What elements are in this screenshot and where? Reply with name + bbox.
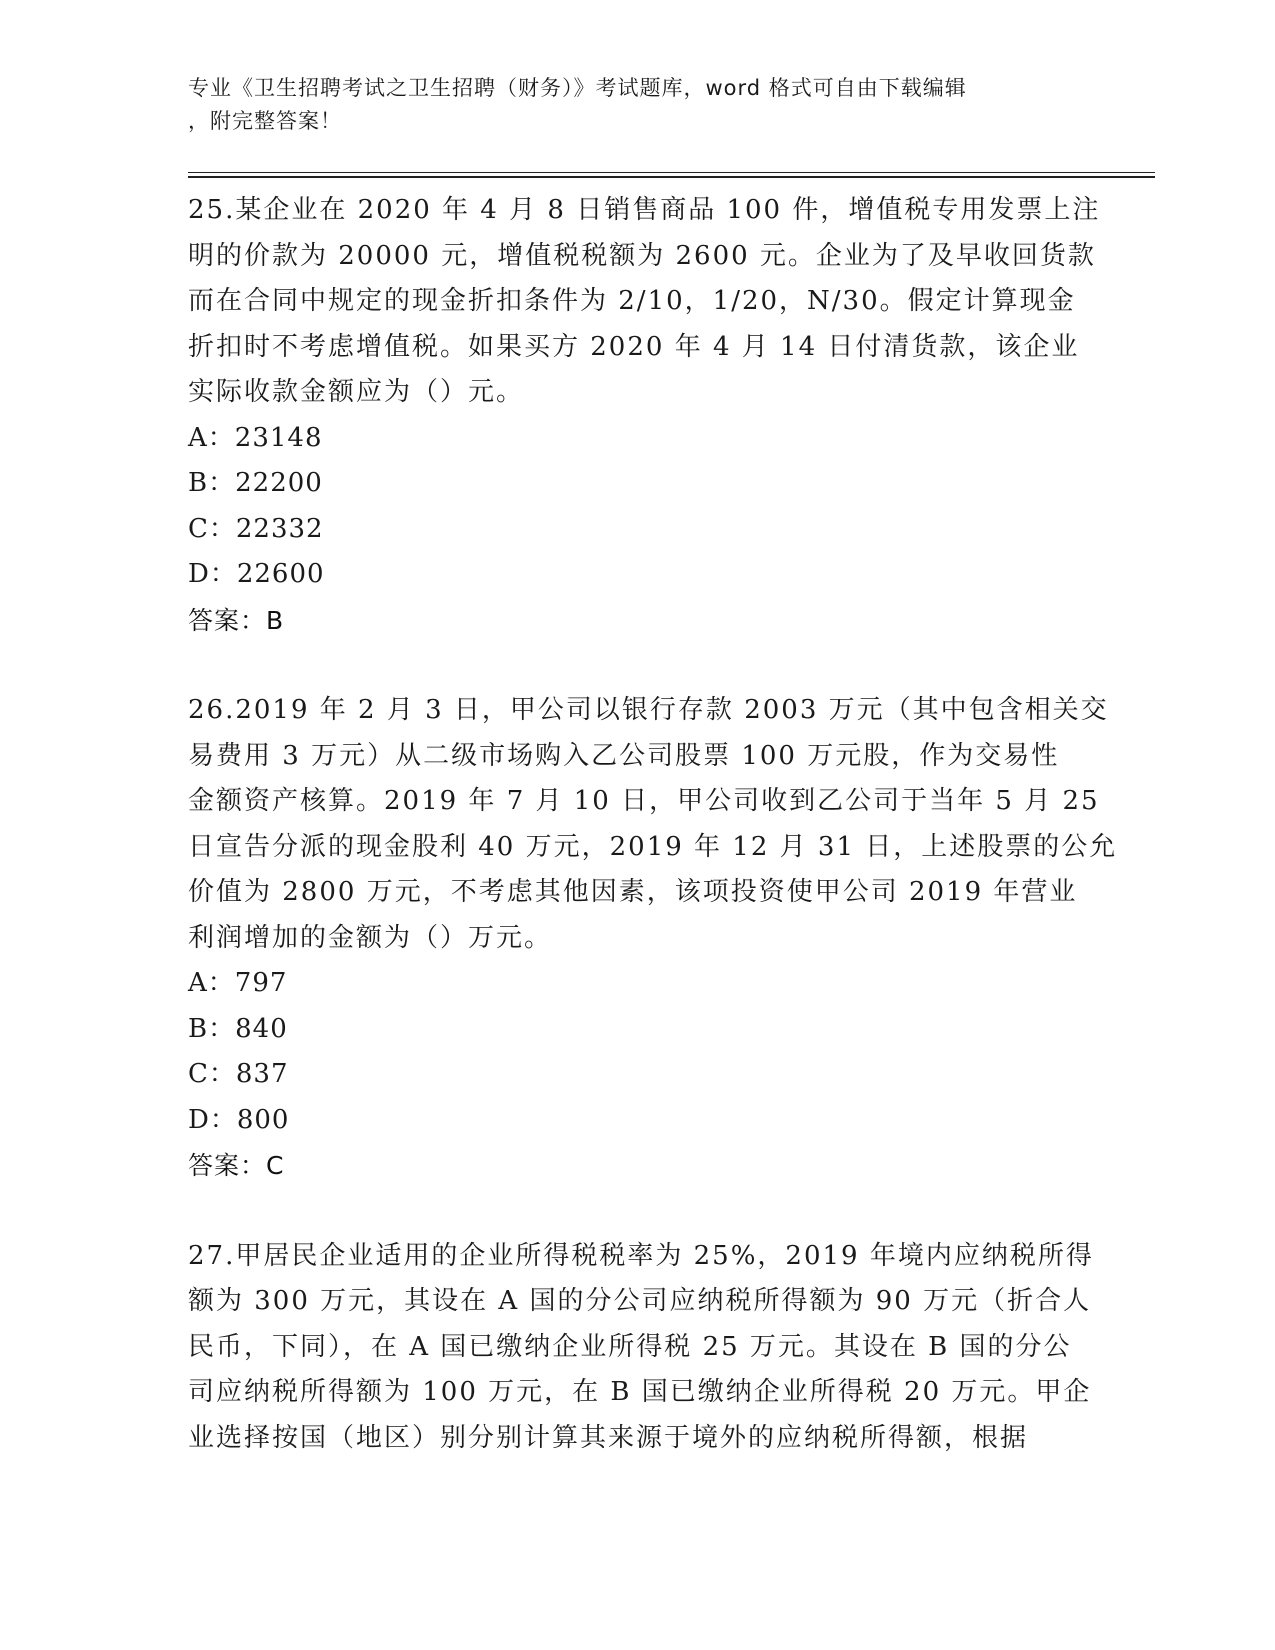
question-26: [188, 688, 1118, 1189]
question-stem-line: 日宣告分派的现金股利 40 万元，2019 年 12 月 31 日，上述股票的公允: [188, 831, 1118, 862]
option-b: B：840: [188, 1013, 288, 1044]
option-a: A：23148: [188, 422, 323, 453]
question-stem-line: 金额资产核算。2019 年 7 月 10 日，甲公司收到乙公司于当年 5 月 25: [188, 786, 1100, 816]
option-d: D：22600: [188, 559, 325, 589]
question-stem-line: 明的价款为 20000 元，增值税税额为 2600 元。企业为了及早收回货款: [188, 240, 1096, 271]
header-divider-thick: [188, 176, 1155, 178]
question-stem-line: 25.某企业在 2020 年 4 月 8 日销售商品 100 件，增值税专用发票上注: [188, 195, 1101, 225]
question-stem-line: 实际收款金额应为（）元。: [188, 377, 525, 407]
answer-line: 答案：C: [188, 1151, 285, 1180]
question-stem-line: 而在合同中规定的现金折扣条件为 2/10，1/20，N/30。假定计算现金: [188, 286, 1076, 316]
question-stem-line: 折扣时不考虑增值税。如果买方 2020 年 4 月 14 日付清货款，该企业: [188, 331, 1080, 362]
document-header: [188, 72, 1088, 138]
question-25: [188, 188, 1101, 643]
header-line-2: ，附完整答案！: [188, 109, 342, 133]
question-stem-line: 业选择按国（地区）别分别计算其来源于境外的应纳税所得额，根据: [188, 1422, 1029, 1453]
option-b: B：22200: [188, 468, 323, 498]
question-stem-line: 易费用 3 万元）从二级市场购入乙公司股票 100 万元股，作为交易性: [188, 740, 1060, 771]
question-stem-line: 民币，下同），在 A 国已缴纳企业所得税 25 万元。其设在 B 国的分公: [188, 1331, 1072, 1362]
option-a: A：797: [188, 968, 288, 998]
option-d: D：800: [188, 1104, 290, 1135]
question-stem-line: 利润增加的金额为（）万元。: [188, 922, 553, 953]
header-divider-thin: [188, 172, 1155, 173]
question-spacer: [188, 643, 1088, 688]
question-stem-line: 司应纳税所得额为 100 万元，在 B 国已缴纳企业所得税 20 万元。甲企: [188, 1377, 1092, 1407]
question-27: [188, 1234, 1094, 1462]
question-stem-line: 价值为 2800 万元，不考虑其他因素，该项投资使甲公司 2019 年营业: [188, 877, 1078, 907]
question-stem-line: 27.甲居民企业适用的企业所得税税率为 25%，2019 年境内应纳税所得: [188, 1240, 1094, 1271]
question-stem-line: 26.2019 年 2 月 3 日，甲公司以银行存款 2003 万元（其中包含相关交: [188, 695, 1109, 725]
question-list: [188, 188, 1118, 1461]
question-stem-line: 额为 300 万元，其设在 A 国的分公司应纳税所得额为 90 万元（折合人: [188, 1286, 1092, 1316]
option-c: C：22332: [188, 513, 324, 544]
answer-line: 答案：B: [188, 605, 285, 635]
option-c: C：837: [188, 1059, 289, 1089]
question-spacer: [188, 1189, 1088, 1234]
header-line-1: 专业《卫生招聘考试之卫生招聘（财务）》考试题库，word 格式可自由下载编辑: [188, 76, 967, 100]
